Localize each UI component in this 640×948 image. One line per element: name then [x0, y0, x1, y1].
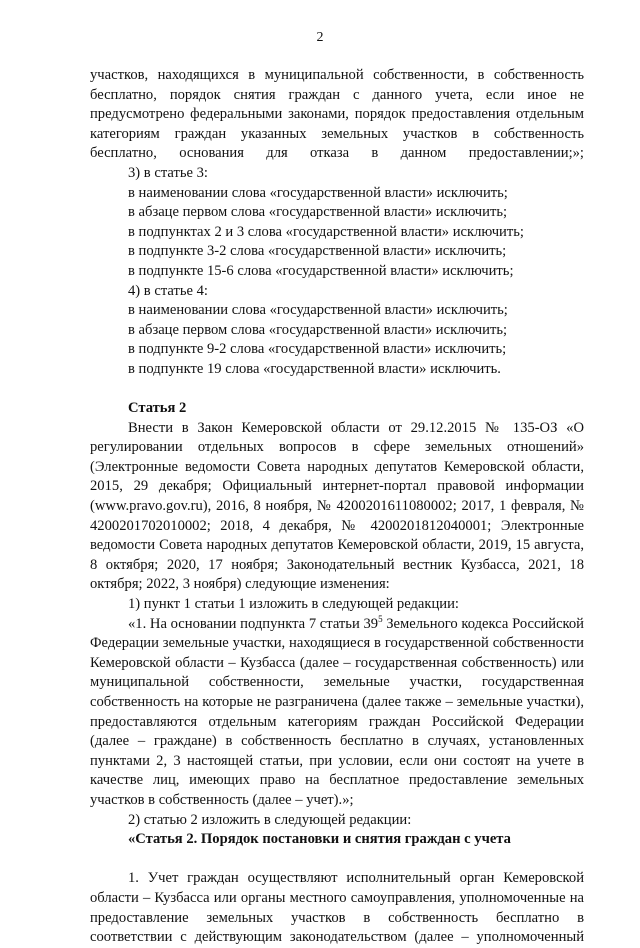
list-item: в наименовании слова «государственной власти» исключить; [128, 302, 508, 319]
list-item: в абзаце первом слова «государственной власти» исключить; [128, 204, 508, 221]
paragraph-amendment: Внести в Закон Кемеровской области от 29.12.2015 № 135-ОЗ «О регулировании отдельных вопросов в сфере земельных отношений» (Электронные ведомости Совета народных депутатов Кемеровской области, 2015, 29 декабря; Официальный интернет-портал правовой информации (www.pravo.gov.ru), 2016, 8 ноября, № 4200201611080002; 2017, 1 февраля, № 4200201702010002; 2018, 4 декабря, № 4200201812040001; Электронные ведомости Совета народных депутатов Кемеровской области, 2019, 15 августа, 8 октября; 2020, 17 ноября; Законодательный вестник Кузбасса, 2021, 18 октября; 2022, 3 ноября) следующие изменения: [90, 419, 584, 593]
article3-header: 3) в статье 3: [128, 164, 208, 181]
quote-text-start: «1. На основании подпункта 7 статьи 39 [128, 615, 379, 632]
list-item: в наименовании слова «государственной власти» исключить; [128, 184, 508, 201]
spacer [90, 850, 584, 870]
paragraph-intro: участков, находящихся в муниципальной собственности, в собственность бесплатно, порядок снятия граждан с данного учета, если иное не предусмотрено федеральными законами, порядок предоставления отдельным категориям граждан указанных земельных участков в собственность бесплатно, основания для отказа в данном предоставлении;»; [90, 67, 584, 162]
quoted-paragraph-1 [90, 615, 584, 811]
article-title: Статья 2 [128, 400, 187, 417]
superscript: 5 [378, 613, 383, 624]
list-item: в абзаце первом слова «государственной власти» исключить; [128, 321, 508, 338]
list-item: в подпункте 9-2 слова «государственной власти» исключить; [128, 341, 507, 358]
list-item: в подпункте 3-2 слова «государственной власти» исключить; [128, 243, 507, 260]
article4-header: 4) в статье 4: [128, 282, 208, 299]
page-number: 2 [316, 30, 324, 45]
list-item: в подпунктах 2 и 3 слова «государственной власти» исключить; [128, 223, 524, 240]
amendment-item-2: 2) статью 2 изложить в следующей редакции: [128, 811, 412, 828]
list-item: в подпункте 15-6 слова «государственной власти» исключить; [128, 262, 514, 279]
spacer [90, 380, 584, 400]
document-body [90, 66, 584, 948]
quote-text-rest: Земельного кодекса Российской Федерации земельные участки, находящиеся в государственной собственности Кемеровской области – Кузбасса (далее – государственная собственность) или муниципальной собственности, земельные участки, государственная собственность на которые не разграничена (далее также – земельные участки), предоставляются отдельным категориям граждан Российской Федерации (далее – граждане) в собственность бесплатно в случаях, установленных пунктами 2, 3 настоящей статьи, при условии, если они состоят на учете в качестве лиц, имеющих право на бесплатное предоставление земельных участков в собственность (далее – учет).»; [90, 615, 584, 808]
list-item: в подпункте 19 слова «государственной власти» исключить. [128, 360, 501, 377]
paragraph-registration: 1. Учет граждан осуществляют исполнительный орган Кемеровской области – Кузбасса или органы местного самоуправления, уполномоченные на предоставление земельных участков в собственность бесплатно в соответствии с действующим законодательством (далее – уполномоченный [90, 870, 584, 946]
amendment-item-1: 1) пункт 1 статьи 1 изложить в следующей редакции: [128, 596, 459, 613]
quoted-article-title: «Статья 2. Порядок постановки и снятия граждан с учета [128, 831, 511, 848]
